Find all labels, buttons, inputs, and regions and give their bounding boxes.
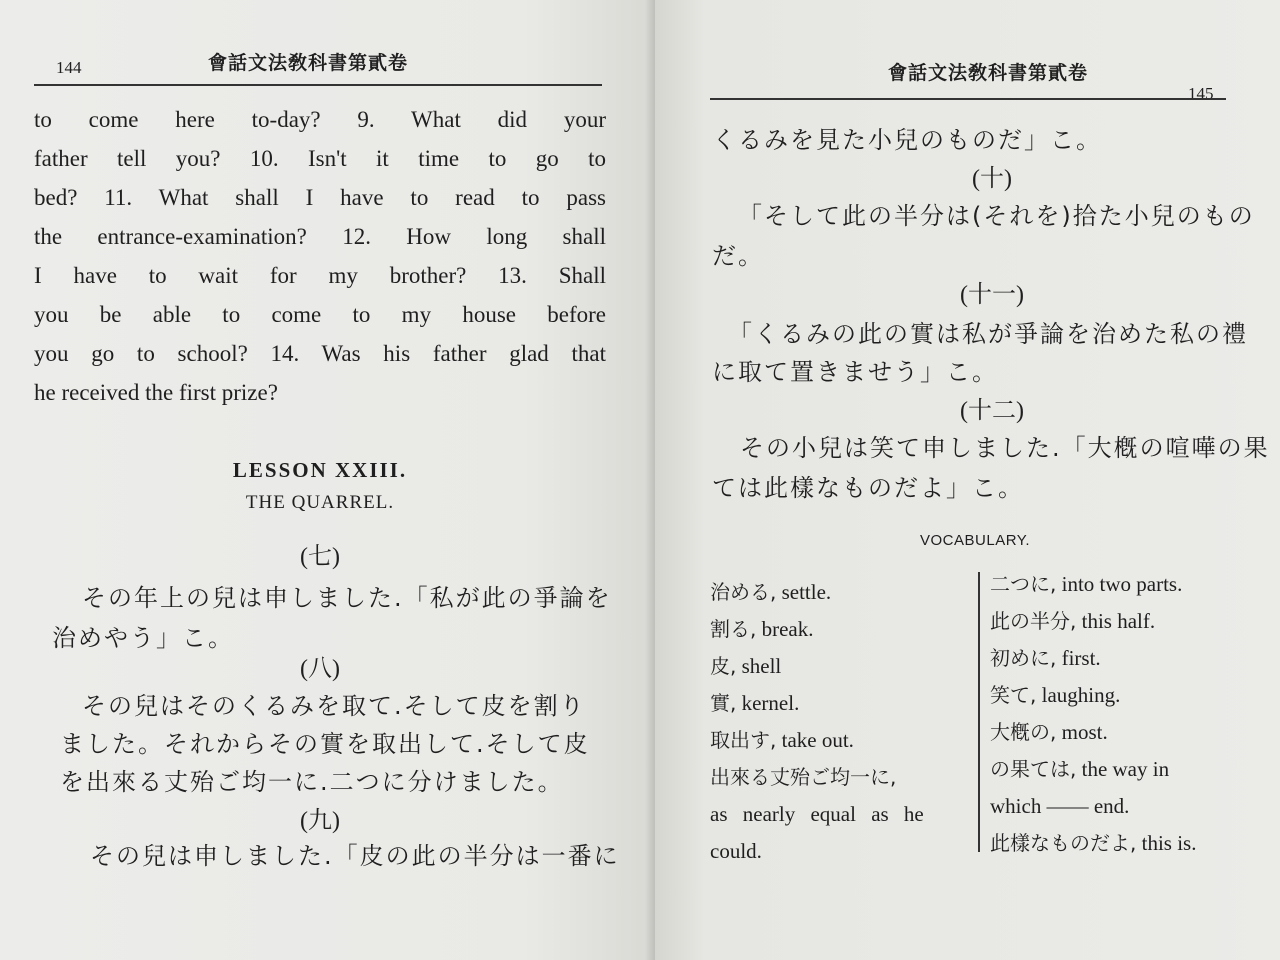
vocabulary-term: 治める, — [710, 580, 777, 604]
vocabulary-item — [710, 648, 924, 685]
english-exercise-text — [34, 100, 606, 412]
running-head-left: 會話文法敎科書第貳卷 — [208, 53, 409, 74]
vocabulary-term: 笑て, — [990, 683, 1037, 707]
section-number: (八) — [300, 656, 340, 682]
vocabulary-definition: kernel. — [741, 691, 800, 715]
vocabulary-item — [990, 566, 1196, 603]
text-line: father tell you? 10. Isn't it time to go to — [34, 146, 606, 171]
vocabulary-item — [990, 640, 1196, 677]
vocabulary-item — [710, 759, 924, 796]
japanese-line: その小兒は笑て申しました.「大槪の喧嘩の果 — [740, 434, 1270, 462]
vocabulary-item — [710, 685, 924, 722]
vocabulary-term: 實, — [710, 691, 737, 715]
vocabulary-item — [710, 833, 924, 870]
vocabulary-definition: the way in — [1081, 757, 1170, 781]
section-number: (七) — [300, 544, 340, 570]
vocabulary-definition: this half. — [1081, 609, 1156, 633]
vocabulary-definition: which —— end. — [990, 794, 1130, 818]
vocabulary-item — [990, 751, 1196, 788]
vocabulary-item — [710, 574, 924, 611]
section-number: (十一) — [960, 282, 1024, 308]
japanese-line: その兒はそのくるみを取て.そして皮を割り — [82, 692, 586, 720]
vocabulary-term: 二つに, — [990, 572, 1057, 596]
page-number-right: 145 — [1188, 84, 1214, 103]
vocabulary-item — [990, 714, 1196, 751]
vocabulary-definition: into two parts. — [1061, 572, 1183, 596]
text-line: you go to school? 14. Was his father glad that — [34, 341, 606, 366]
japanese-line: その年上の兒は申しました.「私が此の爭論を — [82, 584, 612, 612]
vocabulary-title: VOCABULARY. — [920, 532, 1030, 549]
japanese-line: に取て置きませう」こ。 — [712, 358, 998, 386]
vocabulary-definition: first. — [1061, 646, 1101, 670]
japanese-line: 治めやう」こ。 — [52, 624, 234, 652]
header-rule-right — [710, 98, 1226, 100]
vocabulary-term: 割る, — [710, 617, 757, 641]
vocabulary-definition: as nearly equal as he — [710, 802, 924, 826]
vocabulary-definition: could. — [710, 839, 762, 863]
vocabulary-definition: most. — [1061, 720, 1108, 744]
vocabulary-item — [990, 788, 1196, 825]
text-line: to come here to-day? 9. What did your — [34, 107, 606, 132]
japanese-line: ては此樣なものだよ」こ。 — [712, 474, 1024, 502]
vocabulary-item — [710, 796, 924, 833]
vocabulary-term: 初めに, — [990, 646, 1057, 670]
running-head-right: 會話文法敎科書第貳卷 — [888, 63, 1089, 84]
vocabulary-item — [990, 825, 1196, 862]
vocabulary-list-left — [710, 574, 924, 870]
vocabulary-term: 出來る丈殆ご均一に, — [710, 765, 897, 789]
japanese-line: だ。 — [712, 242, 764, 270]
vocabulary-definition: break. — [761, 617, 814, 641]
japanese-line: を出來る丈殆ご均一に.二つに分けました。 — [60, 768, 564, 796]
lesson-title: LESSON XXIII. — [232, 458, 408, 482]
text-line: bed? 11. What shall I have to read to pass — [34, 185, 606, 210]
section-number: (九) — [300, 808, 340, 834]
vocabulary-term: 皮, — [710, 654, 737, 678]
page-number-left: 144 — [56, 58, 82, 77]
vocabulary-definition: this is. — [1141, 831, 1197, 855]
header-rule-left — [34, 84, 602, 86]
vocabulary-definition: shell — [741, 654, 782, 678]
japanese-line: くるみを見た小兒のものだ」こ。 — [712, 126, 1102, 154]
vocabulary-definition: laughing. — [1041, 683, 1121, 707]
vocabulary-item — [990, 677, 1196, 714]
text-line: the entrance-examination? 12. How long shall — [34, 224, 606, 249]
vocabulary-item — [710, 722, 924, 759]
text-line: he received the first prize? — [34, 380, 278, 405]
vocabulary-term: 取出す, — [710, 728, 777, 752]
lesson-subtitle: THE QUARREL. — [245, 492, 395, 513]
vocabulary-definition: settle. — [781, 580, 832, 604]
japanese-line: その兒は申しました.「皮の此の半分は一番に — [90, 842, 620, 870]
vocabulary-term: 此の半分, — [990, 609, 1077, 633]
japanese-line: ました。それからその實を取出して.そして皮 — [60, 730, 590, 758]
text-line: you be able to come to my house before — [34, 302, 606, 327]
vocabulary-term: の果ては, — [990, 757, 1077, 781]
japanese-line: 「そして此の半分は(それを)拾た小兒のもの — [738, 202, 1255, 230]
vocabulary-term: 此樣なものだよ, — [990, 831, 1137, 855]
japanese-line: 「くるみの此の實は私が爭論を治めた私の禮 — [728, 320, 1248, 348]
vocabulary-definition: take out. — [781, 728, 854, 752]
section-number: (十) — [972, 166, 1012, 192]
vocabulary-divider — [978, 572, 980, 852]
vocabulary-item — [990, 603, 1196, 640]
vocabulary-list-right — [990, 566, 1196, 862]
section-number: (十二) — [960, 398, 1024, 424]
text-line: I have to wait for my brother? 13. Shall — [34, 263, 606, 288]
vocabulary-term: 大槪の, — [990, 720, 1057, 744]
vocabulary-item — [710, 611, 924, 648]
